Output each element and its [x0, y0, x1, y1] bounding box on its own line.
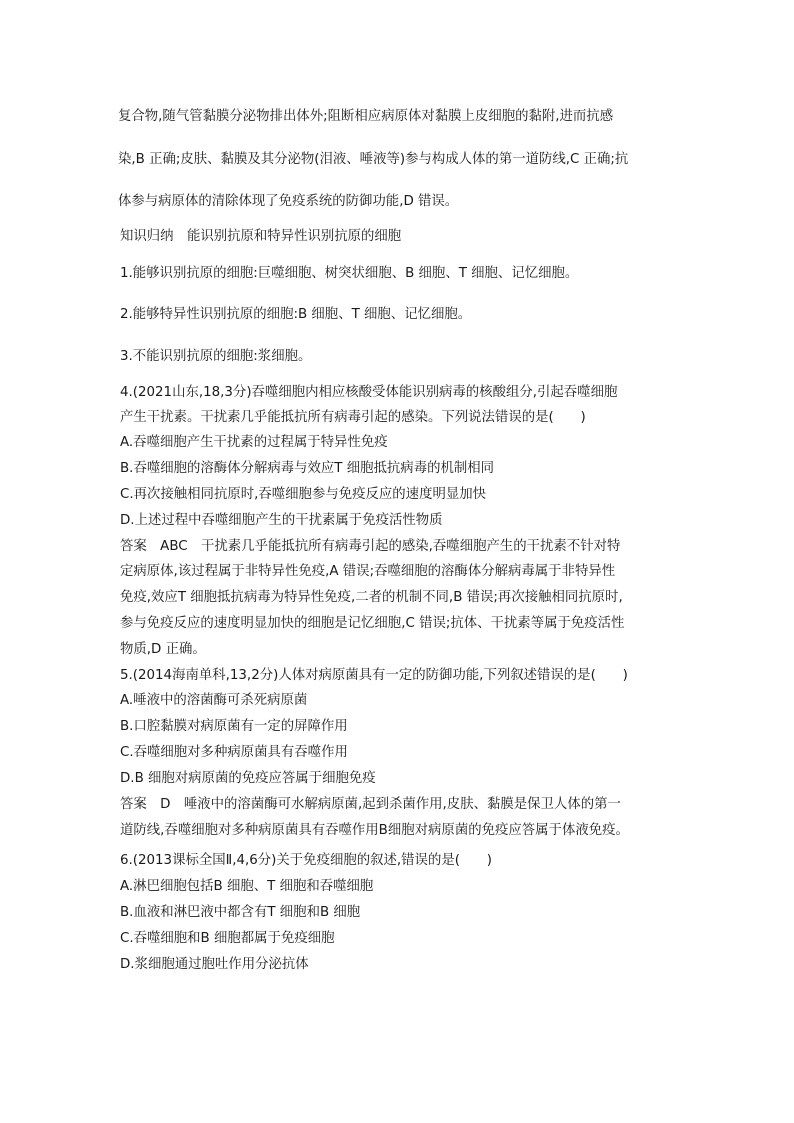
question-option: D.上述过程中吞噬细胞产生的干扰素属于免疫活性物质: [120, 513, 443, 528]
answer-line: 参与免疫反应的速度明显加快的细胞是记忆细胞,C 错误;抗体、干扰素等属于免疫活性: [120, 616, 625, 631]
answer-line: 道防线,吞噬细胞对多种病原菌具有吞噬作用B细胞对病原菌的免疫应答属于体液免疫。: [120, 823, 629, 838]
answer-line: 物质,D 正确。: [120, 642, 206, 657]
question-stem: 产生干扰素。干扰素几乎能抵抗所有病毒引起的感染。下列说法错误的是( ): [120, 410, 586, 425]
knowledge-title: 知识归纳 能识别抗原和特异性识别抗原的细胞: [120, 229, 402, 244]
paragraph-line: 复合物,随气管黏膜分泌物排出体外;阻断相应病原体对黏膜上皮细胞的黏附,进而抗感: [118, 109, 614, 124]
question-stem: 4.(2021山东,18,3分)吞噬细胞内相应核酸受体能识别病毒的核酸组分,引起吞噬细胞: [120, 385, 618, 400]
question-stem: 6.(2013课标全国Ⅱ,4,6分)关于免疫细胞的叙述,错误的是( ): [120, 853, 492, 868]
question-option: C.吞噬细胞对多种病原菌具有吞噬作用: [120, 745, 348, 760]
question-option: A.吞噬细胞产生干扰素的过程属于特异性免疫: [120, 435, 388, 450]
answer-line: 答案 ABC 干扰素几乎能抵抗所有病毒引起的感染,吞噬细胞产生的干扰素不针对特: [120, 539, 621, 554]
knowledge-item: 3.不能识别抗原的细胞:浆细胞。: [120, 349, 312, 364]
question-option: A.淋巴细胞包括B 细胞、T 细胞和吞噬细胞: [120, 879, 374, 894]
paragraph-line: 染,B 正确;皮肤、黏膜及其分泌物(泪液、唾液等)参与构成人体的第一道防线,C 正确;抗: [118, 152, 629, 167]
question-stem: 5.(2014海南单科,13,2分)人体对病原菌具有一定的防御功能,下列叙述错误的是( ): [120, 668, 628, 683]
question-option: C.再次接触相同抗原时,吞噬细胞参与免疫反应的速度明显加快: [120, 487, 487, 502]
question-option: C.吞噬细胞和B 细胞都属于免疫细胞: [120, 931, 335, 946]
answer-line: 答案 D 唾液中的溶菌酶可水解病原菌,起到杀菌作用,皮肤、黏膜是保卫人体的第一: [120, 797, 621, 812]
question-option: B.吞噬细胞的溶酶体分解病毒与效应T 细胞抵抗病毒的机制相同: [120, 461, 495, 476]
answer-line: 免疫,效应T 细胞抵抗病毒为特异性免疫,二者的机制不同,B 错误;再次接触相同抗原时,: [120, 590, 623, 605]
answer-line: 定病原体,该过程属于非特异性免疫,A 错误;吞噬细胞的溶酶体分解病毒属于非特异性: [120, 564, 616, 579]
knowledge-item: 1.能够识别抗原的细胞:巨噬细胞、树突状细胞、B 细胞、T 细胞、记忆细胞。: [120, 266, 579, 281]
knowledge-item: 2.能够特异性识别抗原的细胞:B 细胞、T 细胞、记忆细胞。: [120, 307, 472, 322]
question-option: D.浆细胞通过胞吐作用分泌抗体: [120, 957, 309, 972]
question-option: B.口腔黏膜对病原菌有一定的屏障作用: [120, 719, 348, 734]
question-option: D.B 细胞对病原菌的免疫应答属于细胞免疫: [120, 771, 376, 786]
paragraph-line: 体参与病原体的清除体现了免疫系统的防御功能,D 错误。: [118, 194, 459, 209]
question-option: A.唾液中的溶菌酶可杀死病原菌: [120, 693, 308, 708]
question-option: B.血液和淋巴液中都含有T 细胞和B 细胞: [120, 905, 361, 920]
